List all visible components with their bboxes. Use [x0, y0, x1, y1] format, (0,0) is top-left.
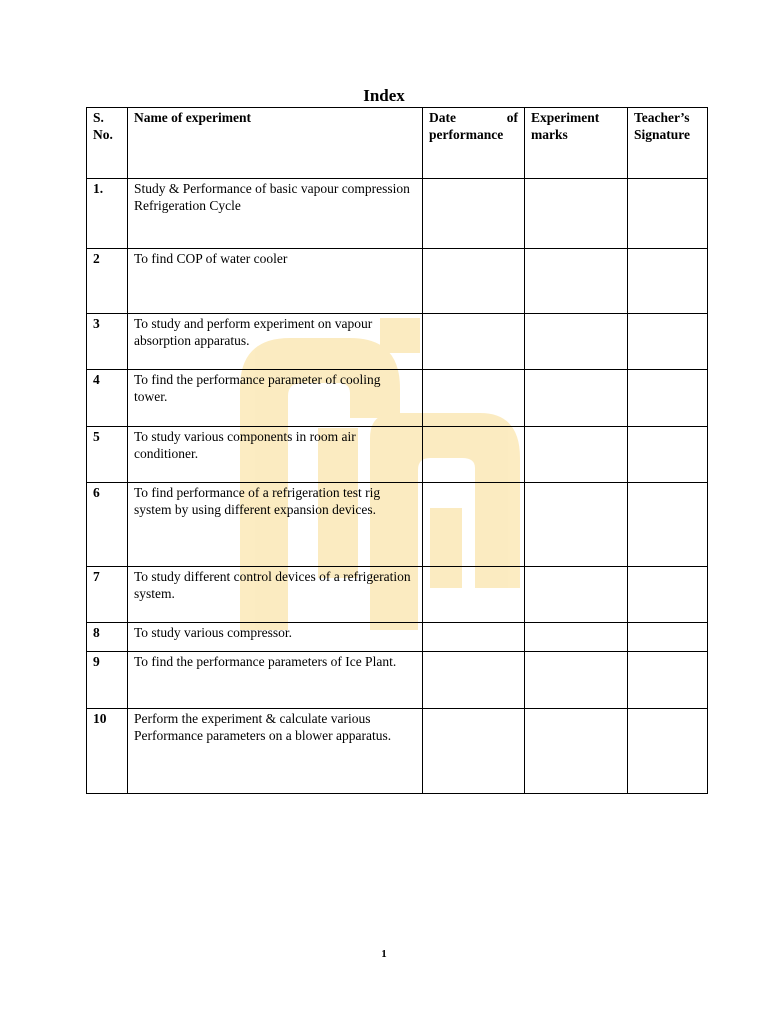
row-marks-cell[interactable]: [525, 249, 628, 314]
header-signature: [628, 108, 708, 179]
table-row: [87, 179, 708, 249]
row-sno: 3: [87, 314, 128, 370]
row-signature-cell[interactable]: [628, 567, 708, 623]
table-row: [87, 314, 708, 370]
table-row: [87, 249, 708, 314]
row-date-cell[interactable]: [423, 567, 525, 623]
row-sno: 1.: [87, 179, 128, 249]
row-experiment-name: To study different control devices of a refrigeration system.: [128, 567, 423, 623]
row-signature-cell[interactable]: [628, 483, 708, 567]
header-date-line2: performance: [429, 127, 504, 142]
row-date-cell[interactable]: [423, 623, 525, 652]
header-sno-line1: S.: [93, 110, 104, 125]
row-sno: 6: [87, 483, 128, 567]
page-title: Index: [363, 86, 405, 105]
row-marks-cell[interactable]: [525, 179, 628, 249]
row-signature-cell[interactable]: [628, 427, 708, 483]
table-row: [87, 427, 708, 483]
row-sno: 5: [87, 427, 128, 483]
header-date-word2: of: [506, 110, 518, 125]
table-header-row: [87, 108, 708, 179]
header-name: Name of experiment: [128, 108, 423, 179]
row-signature-cell[interactable]: [628, 314, 708, 370]
table-row: [87, 483, 708, 567]
row-signature-cell[interactable]: [628, 249, 708, 314]
header-signature-line2: Signature: [634, 127, 691, 142]
row-sno: 10: [87, 709, 128, 794]
table-row: [87, 567, 708, 623]
row-marks-cell[interactable]: [525, 314, 628, 370]
header-marks-line2: marks: [531, 127, 568, 142]
table-row: [87, 709, 708, 794]
row-date-cell[interactable]: [423, 249, 525, 314]
header-marks-line1: Experiment: [531, 110, 600, 125]
row-signature-cell[interactable]: [628, 652, 708, 709]
row-marks-cell[interactable]: [525, 427, 628, 483]
row-date-cell[interactable]: [423, 427, 525, 483]
row-signature-cell[interactable]: [628, 370, 708, 427]
row-sno: 2: [87, 249, 128, 314]
header-date: [423, 108, 525, 179]
header-signature-line1: Teacher’s: [634, 110, 690, 125]
row-marks-cell[interactable]: [525, 370, 628, 427]
header-sno: [87, 108, 128, 179]
row-date-cell[interactable]: [423, 370, 525, 427]
experiment-index-table: [86, 107, 708, 794]
row-sno: 8: [87, 623, 128, 652]
row-experiment-name: Perform the experiment & calculate various Performance parameters on a blower apparatus.: [128, 709, 423, 794]
row-experiment-name: To study various compressor.: [128, 623, 423, 652]
row-date-cell[interactable]: [423, 709, 525, 794]
header-marks: [525, 108, 628, 179]
row-marks-cell[interactable]: [525, 623, 628, 652]
row-experiment-name: Study & Performance of basic vapour compression Refrigeration Cycle: [128, 179, 423, 249]
row-sno: 9: [87, 652, 128, 709]
header-date-word1: Date: [429, 110, 456, 125]
table-row: [87, 623, 708, 652]
row-experiment-name: To study various components in room air conditioner.: [128, 427, 423, 483]
page-number: 1: [381, 948, 387, 960]
row-signature-cell[interactable]: [628, 709, 708, 794]
row-experiment-name: To find the performance parameter of cooling tower.: [128, 370, 423, 427]
header-sno-line2: No.: [93, 127, 113, 142]
row-signature-cell[interactable]: [628, 623, 708, 652]
row-marks-cell[interactable]: [525, 483, 628, 567]
row-experiment-name: To study and perform experiment on vapour absorption apparatus.: [128, 314, 423, 370]
table-row: [87, 370, 708, 427]
row-signature-cell[interactable]: [628, 179, 708, 249]
row-date-cell[interactable]: [423, 179, 525, 249]
row-experiment-name: To find performance of a refrigeration test rig system by using different expansion devices.: [128, 483, 423, 567]
row-sno: 4: [87, 370, 128, 427]
row-date-cell[interactable]: [423, 652, 525, 709]
row-experiment-name: To find COP of water cooler: [128, 249, 423, 314]
table-row: [87, 652, 708, 709]
row-date-cell[interactable]: [423, 483, 525, 567]
row-marks-cell[interactable]: [525, 567, 628, 623]
row-marks-cell[interactable]: [525, 709, 628, 794]
row-marks-cell[interactable]: [525, 652, 628, 709]
row-sno: 7: [87, 567, 128, 623]
row-date-cell[interactable]: [423, 314, 525, 370]
row-experiment-name: To find the performance parameters of Ice Plant.: [128, 652, 423, 709]
